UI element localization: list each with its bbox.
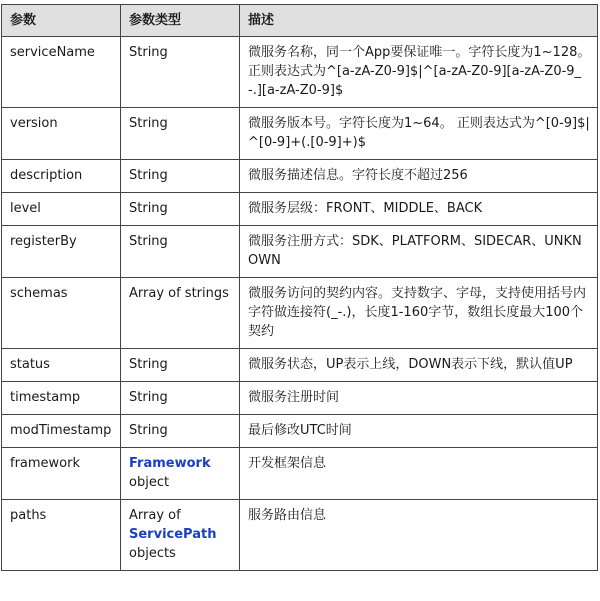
param-type: String (121, 108, 240, 160)
param-name: level (2, 193, 121, 226)
type-link-servicepath[interactable]: ServicePath (129, 527, 217, 542)
param-description: 微服务层级：FRONT、MIDDLE、BACK (240, 193, 598, 226)
header-param: 参数 (2, 5, 121, 37)
param-type: String (121, 415, 240, 448)
param-description: 开发框架信息 (240, 448, 598, 500)
param-type: String (121, 37, 240, 108)
type-suffix: objects (129, 546, 176, 561)
table-row (2, 349, 598, 382)
param-name: status (2, 349, 121, 382)
param-name: timestamp (2, 382, 121, 415)
param-description: 微服务状态，UP表示上线，DOWN表示下线，默认值UP (240, 349, 598, 382)
param-name: description (2, 160, 121, 193)
param-description: 微服务版本号。字符长度为1~64。 正则表达式为^[0-9]$|^[0-9]+(.[0-9]+)$ (240, 108, 598, 160)
param-type (121, 500, 240, 571)
type-link-framework[interactable]: Framework (129, 456, 211, 471)
param-description: 微服务注册时间 (240, 382, 598, 415)
param-description: 微服务访问的契约内容。支持数字、字母，支持使用括号内字符做连接符(_-.)，长度1-160字节，数组长度最大100个契约 (240, 278, 598, 349)
param-name: registerBy (2, 226, 121, 278)
type-prefix: Array of (129, 508, 181, 523)
param-name: modTimestamp (2, 415, 121, 448)
table-row (2, 500, 598, 571)
param-description: 服务路由信息 (240, 500, 598, 571)
param-description: 微服务名称，同一个App要保证唯一。字符长度为1~128。 正则表达式为^[a-zA-Z0-9]$|^[a-zA-Z0-9][a-zA-Z0-9_-.][a-zA-Z0-9]$ (240, 37, 598, 108)
table-row (2, 226, 598, 278)
table-header-row (2, 5, 598, 37)
param-description: 微服务注册方式：SDK、PLATFORM、SIDECAR、UNKNOWN (240, 226, 598, 278)
param-type: String (121, 349, 240, 382)
header-type: 参数类型 (121, 5, 240, 37)
param-description: 微服务描述信息。字符长度不超过256 (240, 160, 598, 193)
param-name: framework (2, 448, 121, 500)
table-row (2, 193, 598, 226)
param-type: String (121, 226, 240, 278)
table-row (2, 382, 598, 415)
table-row (2, 278, 598, 349)
type-suffix: object (129, 475, 170, 490)
param-type: String (121, 382, 240, 415)
param-type: String (121, 160, 240, 193)
param-description: 最后修改UTC时间 (240, 415, 598, 448)
param-name: serviceName (2, 37, 121, 108)
param-name: paths (2, 500, 121, 571)
table-row (2, 108, 598, 160)
param-type: Array of strings (121, 278, 240, 349)
param-name: schemas (2, 278, 121, 349)
param-name: version (2, 108, 121, 160)
table-row (2, 415, 598, 448)
param-type: String (121, 193, 240, 226)
parameter-table (1, 4, 598, 571)
table-row (2, 160, 598, 193)
param-type (121, 448, 240, 500)
table-row (2, 37, 598, 108)
table-row (2, 448, 598, 500)
header-description: 描述 (240, 5, 598, 37)
